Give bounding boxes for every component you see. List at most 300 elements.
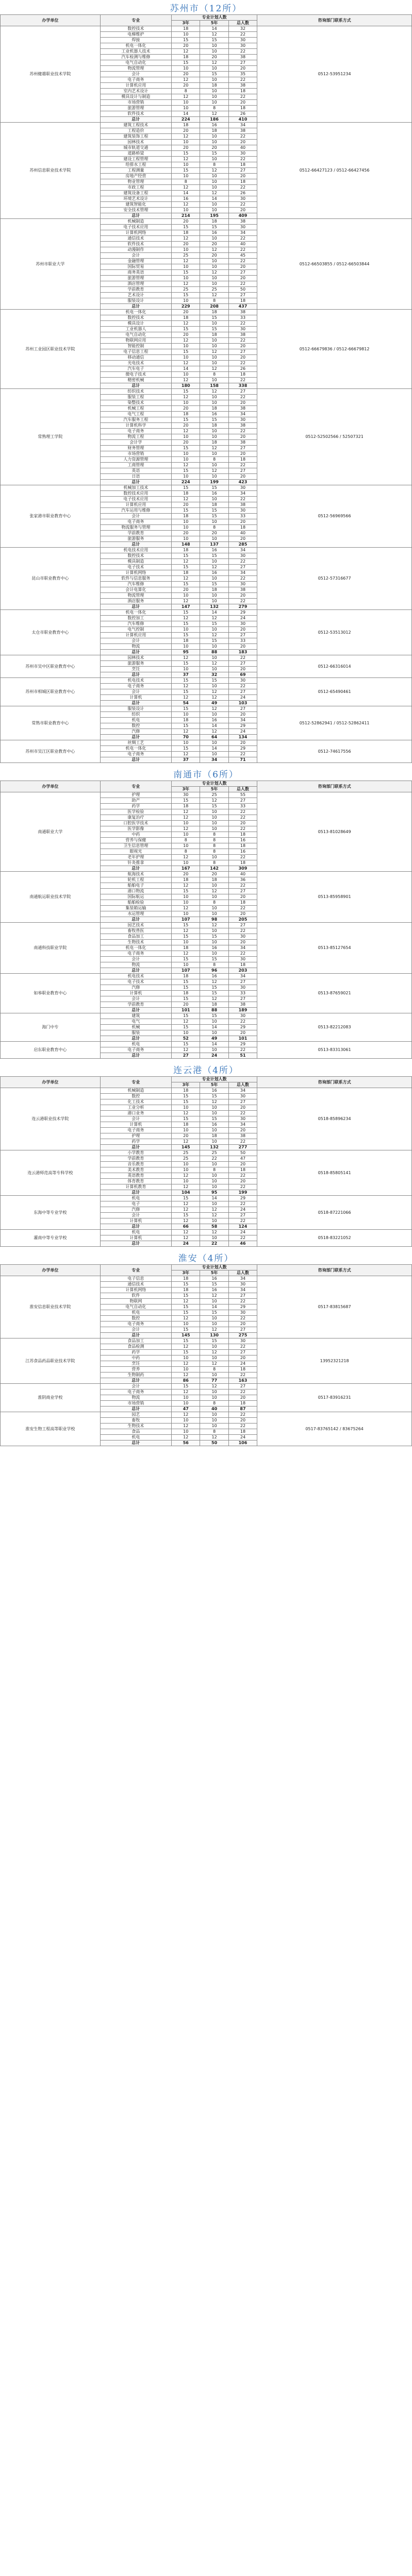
year5-cell: 10 xyxy=(200,1218,228,1224)
total-cell: 22 xyxy=(228,826,257,832)
major-cell: 会计 xyxy=(100,72,171,77)
year5-cell: 8 xyxy=(200,162,228,168)
total-cell: 24 xyxy=(228,1435,257,1440)
major-cell: 总计 xyxy=(100,735,171,740)
year5-cell: 10 xyxy=(200,276,228,281)
year5-cell: 12 xyxy=(200,1435,228,1440)
major-cell: 旅游服务 xyxy=(100,536,171,542)
major-cell: 总计 xyxy=(100,1036,171,1042)
total-cell: 22 xyxy=(228,185,257,191)
year3-cell: 229 xyxy=(172,304,200,310)
school-name: 淮安生物工程高等职业学校 xyxy=(1,1412,101,1446)
year3-cell: 20 xyxy=(172,440,200,446)
year3-cell: 15 xyxy=(172,1338,200,1344)
year3-cell: 10 xyxy=(172,344,200,349)
year3-cell: 10 xyxy=(172,208,200,213)
year3-cell: 12 xyxy=(172,361,200,366)
year3-cell: 214 xyxy=(172,213,200,219)
major-cell: 服装工程 xyxy=(100,395,171,400)
total-cell: 203 xyxy=(228,968,257,974)
year3-cell: 224 xyxy=(172,117,200,123)
year5-cell: 15 xyxy=(200,151,228,157)
major-cell: 服装 xyxy=(100,1030,171,1036)
year3-cell: 107 xyxy=(172,917,200,923)
total-cell: 20 xyxy=(228,894,257,900)
total-cell: 20 xyxy=(228,911,257,917)
major-cell: 汽车检测与维修 xyxy=(100,55,171,60)
major-cell: 总计 xyxy=(100,1145,171,1150)
major-cell: 营养 xyxy=(100,1367,171,1372)
year3-cell: 12 xyxy=(172,321,200,327)
total-cell: 18 xyxy=(228,89,257,94)
year5-cell: 10 xyxy=(200,202,228,208)
contact-info: 0517-83765142 / 83675264 xyxy=(257,1412,412,1446)
year5-cell: 15 xyxy=(200,417,228,423)
year5-cell: 10 xyxy=(200,321,228,327)
total-cell: 18 xyxy=(228,1429,257,1435)
year3-cell: 15 xyxy=(172,678,200,684)
total-cell: 38 xyxy=(228,310,257,315)
year3-cell: 18 xyxy=(172,945,200,951)
year3-cell: 12 xyxy=(172,1047,200,1053)
year5-cell: 10 xyxy=(200,236,228,242)
year3-cell: 8 xyxy=(172,89,200,94)
year5-cell: 15 xyxy=(200,991,228,996)
major-cell: 软件技术 xyxy=(100,111,171,117)
major-cell: 机电 xyxy=(100,1196,171,1201)
year3-cell: 16 xyxy=(172,196,200,202)
year5-cell: 12 xyxy=(200,889,228,894)
year3-cell: 15 xyxy=(172,1213,200,1218)
table-row xyxy=(1,792,412,798)
year5-cell: 15 xyxy=(200,1116,228,1122)
major-cell: 总计 xyxy=(100,1378,171,1384)
major-cell: 微电子技术 xyxy=(100,372,171,378)
major-cell: 计算机应用 xyxy=(100,633,171,638)
table-row xyxy=(1,1042,412,1047)
major-cell: 园艺技术 xyxy=(100,923,171,928)
major-cell: 总计 xyxy=(100,1440,171,1446)
total-cell: 22 xyxy=(228,855,257,860)
year3-cell: 12 xyxy=(172,906,200,911)
major-cell: 小学教育 xyxy=(100,1150,171,1156)
year3-cell: 18 xyxy=(172,514,200,519)
total-cell: 18 xyxy=(228,832,257,838)
year3-cell: 10 xyxy=(172,162,200,168)
year3-cell: 8 xyxy=(172,838,200,843)
year5-cell: 12 xyxy=(200,1384,228,1389)
header-row xyxy=(1,1265,412,1270)
major-cell: 汽修 xyxy=(100,985,171,991)
year5-cell: 12 xyxy=(200,616,228,621)
total-cell: 27 xyxy=(228,1213,257,1218)
year5-cell: 10 xyxy=(200,361,228,366)
major-cell: 工业分析 xyxy=(100,1105,171,1111)
table-row xyxy=(1,610,412,616)
year5-cell: 10 xyxy=(200,1299,228,1304)
year3-cell: 148 xyxy=(172,542,200,548)
total-cell: 24 xyxy=(228,1230,257,1235)
year5-cell: 18 xyxy=(200,1002,228,1008)
major-cell: 体育教育 xyxy=(100,1179,171,1184)
major-cell: 机电技术 xyxy=(100,678,171,684)
year5-cell: 12 xyxy=(200,247,228,253)
total-cell: 410 xyxy=(228,117,257,123)
year3-cell: 15 xyxy=(172,417,200,423)
table-row xyxy=(1,548,412,553)
total-cell: 34 xyxy=(228,412,257,417)
year5-cell: 32 xyxy=(200,672,228,678)
total-cell: 20 xyxy=(228,536,257,542)
school-name: 苏州市相城区职业教育中心 xyxy=(1,678,101,706)
year5-cell: 186 xyxy=(200,117,228,123)
total-cell: 30 xyxy=(228,1310,257,1316)
major-cell: 金融管理 xyxy=(100,259,171,264)
year5-cell: 10 xyxy=(200,826,228,832)
year3-cell: 10 xyxy=(172,106,200,111)
year3-cell: 20 xyxy=(172,219,200,225)
year3-cell: 95 xyxy=(172,650,200,655)
major-cell: 模具制造 xyxy=(100,559,171,565)
major-cell: 国际贸易 xyxy=(100,264,171,270)
major-cell: 软件技术 xyxy=(100,242,171,247)
year5-cell: 14 xyxy=(200,1304,228,1310)
year3-cell: 10 xyxy=(172,1321,200,1327)
school-name: 苏州市吴江区职业教育中心 xyxy=(1,740,101,763)
year3-cell: 10 xyxy=(172,174,200,179)
year3-cell: 18 xyxy=(172,570,200,576)
year5-cell: 15 xyxy=(200,315,228,321)
major-cell: 药学 xyxy=(100,1139,171,1145)
region-spacer xyxy=(0,1446,412,1449)
major-cell: 房地产经营 xyxy=(100,174,171,179)
school-name: 启东职业教育中心 xyxy=(1,1042,101,1059)
year3-cell: 12 xyxy=(172,1423,200,1429)
major-cell: 总计 xyxy=(100,701,171,706)
total-cell: 30 xyxy=(228,934,257,940)
total-cell: 30 xyxy=(228,508,257,514)
school-name: 常熟理工学院 xyxy=(1,389,101,485)
header-row xyxy=(1,1077,412,1082)
year5-cell: 10 xyxy=(200,264,228,270)
year3-cell: 10 xyxy=(172,355,200,361)
major-cell: 物流管理 xyxy=(100,593,171,599)
year3-cell: 12 xyxy=(172,429,200,434)
year3-cell: 15 xyxy=(172,661,200,667)
year3-cell: 12 xyxy=(172,883,200,889)
year3-cell: 10 xyxy=(172,627,200,633)
year5-cell: 8 xyxy=(200,1401,228,1406)
major-cell: 工业机器人 xyxy=(100,327,171,332)
year5-cell: 15 xyxy=(200,1094,228,1099)
major-cell: 工程测量 xyxy=(100,168,171,174)
year3-cell: 15 xyxy=(172,1013,200,1019)
table-row xyxy=(1,26,412,32)
year5-cell: 10 xyxy=(200,174,228,179)
year3-cell: 10 xyxy=(172,740,200,746)
contact-info: 0518-85896234 xyxy=(257,1088,412,1150)
year3-cell: 15 xyxy=(172,349,200,355)
year5-cell: 20 xyxy=(200,531,228,536)
header-plan: 专业计划人数 xyxy=(172,1265,257,1270)
year3-cell: 12 xyxy=(172,497,200,502)
total-cell: 22 xyxy=(228,281,257,287)
year3-cell: 10 xyxy=(172,1105,200,1111)
year3-cell: 12 xyxy=(172,559,200,565)
total-cell: 34 xyxy=(228,945,257,951)
major-cell: 计算机教育 xyxy=(100,1184,171,1190)
year5-cell: 12 xyxy=(200,1293,228,1299)
year5-cell: 15 xyxy=(200,508,228,514)
major-cell: 给排水工程 xyxy=(100,162,171,168)
header-major: 专业 xyxy=(100,15,171,26)
year5-cell: 12 xyxy=(200,565,228,570)
major-cell: 工程造价 xyxy=(100,128,171,134)
year5-cell: 15 xyxy=(200,72,228,77)
year3-cell: 20 xyxy=(172,423,200,429)
total-cell: 18 xyxy=(228,106,257,111)
total-cell: 20 xyxy=(228,627,257,633)
major-cell: 总计 xyxy=(100,383,171,389)
total-cell: 20 xyxy=(228,451,257,457)
table-row xyxy=(1,1150,412,1156)
year5-cell: 14 xyxy=(200,1042,228,1047)
header-total: 总人数 xyxy=(228,1082,257,1088)
total-cell: 32 xyxy=(228,26,257,32)
year5-cell: 98 xyxy=(200,917,228,923)
year5-cell: 12 xyxy=(200,1327,228,1333)
year5-cell: 14 xyxy=(200,1025,228,1030)
major-cell: 电梯维护 xyxy=(100,32,171,38)
major-cell: 总计 xyxy=(100,1241,171,1247)
major-cell: 会计学 xyxy=(100,440,171,446)
year5-cell: 18 xyxy=(200,1133,228,1139)
major-cell: 计算机应用 xyxy=(100,502,171,508)
year5-cell: 10 xyxy=(200,1316,228,1321)
table-row xyxy=(1,1230,412,1235)
header-3yr: 3年 xyxy=(172,1270,200,1276)
major-cell: 护理 xyxy=(100,1133,171,1139)
major-cell: 机电 xyxy=(100,1435,171,1440)
year5-cell: 8 xyxy=(200,372,228,378)
total-cell: 22 xyxy=(228,906,257,911)
major-cell: 口腔医学技术 xyxy=(100,821,171,826)
year3-cell: 10 xyxy=(172,457,200,463)
total-cell: 27 xyxy=(228,923,257,928)
major-cell: 音乐教育 xyxy=(100,1162,171,1167)
year5-cell: 10 xyxy=(200,1418,228,1423)
year5-cell: 10 xyxy=(200,911,228,917)
year5-cell: 12 xyxy=(200,60,228,66)
total-cell: 18 xyxy=(228,298,257,304)
major-cell: 园艺 xyxy=(100,1412,171,1418)
total-cell: 30 xyxy=(228,678,257,684)
year3-cell: 18 xyxy=(172,1276,200,1282)
year5-cell: 18 xyxy=(200,423,228,429)
total-cell: 27 xyxy=(228,996,257,1002)
year3-cell: 15 xyxy=(172,565,200,570)
total-cell: 30 xyxy=(228,1094,257,1099)
major-cell: 药学 xyxy=(100,1350,171,1355)
major-cell: 电子商务 xyxy=(100,752,171,757)
year5-cell: 10 xyxy=(200,1047,228,1053)
total-cell: 16 xyxy=(228,849,257,855)
major-cell: 生物技术 xyxy=(100,1423,171,1429)
total-cell: 22 xyxy=(228,378,257,383)
year5-cell: 12 xyxy=(200,293,228,298)
major-cell: 通信技术 xyxy=(100,1282,171,1287)
year3-cell: 10 xyxy=(172,644,200,650)
year3-cell: 15 xyxy=(172,1327,200,1333)
table-row xyxy=(1,389,412,395)
contact-info: 0512-53513012 xyxy=(257,610,412,655)
year5-cell: 22 xyxy=(200,1156,228,1162)
major-cell: 电子商务 xyxy=(100,429,171,434)
header-plan: 专业计划人数 xyxy=(172,15,257,21)
major-cell: 食品加工 xyxy=(100,1338,171,1344)
year3-cell: 20 xyxy=(172,83,200,89)
total-cell: 38 xyxy=(228,587,257,593)
year5-cell: 15 xyxy=(200,957,228,962)
year5-cell: 10 xyxy=(200,185,228,191)
year5-cell: 10 xyxy=(200,66,228,72)
major-cell: 机械 xyxy=(100,1025,171,1030)
major-cell: 总计 xyxy=(100,650,171,655)
header-major: 专业 xyxy=(100,1077,171,1088)
major-cell: 烹饪 xyxy=(100,667,171,672)
year5-cell: 77 xyxy=(200,1378,228,1384)
total-cell: 30 xyxy=(228,327,257,332)
total-cell: 205 xyxy=(228,917,257,923)
total-cell: 22 xyxy=(228,684,257,689)
year3-cell: 10 xyxy=(172,536,200,542)
total-cell: 409 xyxy=(228,213,257,219)
total-cell: 40 xyxy=(228,242,257,247)
total-cell: 47 xyxy=(228,1156,257,1162)
major-cell: 环境艺术设计 xyxy=(100,196,171,202)
year3-cell: 12 xyxy=(172,236,200,242)
total-cell: 18 xyxy=(228,1401,257,1406)
year3-cell: 15 xyxy=(172,934,200,940)
year5-cell: 10 xyxy=(200,894,228,900)
year3-cell: 12 xyxy=(172,729,200,735)
total-cell: 20 xyxy=(228,1355,257,1361)
major-cell: 市场营销 xyxy=(100,451,171,457)
major-cell: 数控技术应用 xyxy=(100,491,171,497)
year5-cell: 10 xyxy=(200,451,228,457)
year3-cell: 15 xyxy=(172,633,200,638)
year5-cell: 8 xyxy=(200,843,228,849)
total-cell: 27 xyxy=(228,349,257,355)
year3-cell: 12 xyxy=(172,695,200,701)
year5-cell: 10 xyxy=(200,179,228,185)
year3-cell: 10 xyxy=(172,140,200,145)
year5-cell: 10 xyxy=(200,1389,228,1395)
major-cell: 园林技术 xyxy=(100,655,171,661)
year3-cell: 20 xyxy=(172,1133,200,1139)
year3-cell: 20 xyxy=(172,242,200,247)
year5-cell: 12 xyxy=(200,270,228,276)
table-row xyxy=(1,310,412,315)
total-cell: 285 xyxy=(228,542,257,548)
total-cell: 27 xyxy=(228,1384,257,1389)
year3-cell: 15 xyxy=(172,60,200,66)
year3-cell: 47 xyxy=(172,1406,200,1412)
major-cell: 电子商务 xyxy=(100,77,171,83)
year3-cell: 15 xyxy=(172,168,200,174)
region-title: 南通市（6所） xyxy=(173,769,239,780)
year5-cell: 12 xyxy=(200,1361,228,1367)
school-name: 南通航运职业技术学院 xyxy=(1,872,101,923)
major-cell: 旅游管理 xyxy=(100,276,171,281)
year3-cell: 12 xyxy=(172,951,200,957)
year3-cell: 10 xyxy=(172,1355,200,1361)
major-cell: 轮机工程 xyxy=(100,877,171,883)
header-row xyxy=(1,15,412,21)
table-row xyxy=(1,1338,412,1344)
major-cell: 医学影像 xyxy=(100,826,171,832)
year3-cell: 18 xyxy=(172,26,200,32)
contact-info: 13952321218 xyxy=(257,1338,412,1384)
year5-cell: 34 xyxy=(200,757,228,763)
major-cell: 电气工程 xyxy=(100,412,171,417)
header-school: 办学单位 xyxy=(1,1077,101,1088)
total-cell: 22 xyxy=(228,202,257,208)
year5-cell: 10 xyxy=(200,157,228,162)
year5-cell: 14 xyxy=(200,196,228,202)
year5-cell: 15 xyxy=(200,327,228,332)
total-cell: 30 xyxy=(228,417,257,423)
major-cell: 会计电算化 xyxy=(100,587,171,593)
year5-cell: 10 xyxy=(200,378,228,383)
year3-cell: 15 xyxy=(172,1196,200,1201)
total-cell: 27 xyxy=(228,1350,257,1355)
year3-cell: 15 xyxy=(172,746,200,752)
year5-cell: 14 xyxy=(200,746,228,752)
year5-cell: 195 xyxy=(200,213,228,219)
year3-cell: 10 xyxy=(172,1418,200,1423)
year5-cell: 8 xyxy=(200,457,228,463)
total-cell: 27 xyxy=(228,661,257,667)
total-cell: 27 xyxy=(228,60,257,66)
contact-info: 0513-87659021 xyxy=(257,974,412,1013)
total-cell: 24 xyxy=(228,1207,257,1213)
contact-info: 0518-87221066 xyxy=(257,1196,412,1230)
major-cell: 物业管理 xyxy=(100,179,171,185)
major-cell: 总计 xyxy=(100,917,171,923)
year3-cell: 18 xyxy=(172,974,200,979)
total-cell: 29 xyxy=(228,610,257,616)
year5-cell: 10 xyxy=(200,281,228,287)
total-cell: 38 xyxy=(228,128,257,134)
year3-cell: 224 xyxy=(172,480,200,485)
major-cell: 机电 xyxy=(100,1310,171,1316)
total-cell: 22 xyxy=(228,1201,257,1207)
year3-cell: 12 xyxy=(172,395,200,400)
year5-cell: 15 xyxy=(200,621,228,627)
year3-cell: 12 xyxy=(172,49,200,55)
contact-info: 0512-52502566 / 52507321 xyxy=(257,389,412,485)
year5-cell: 10 xyxy=(200,400,228,406)
year3-cell: 15 xyxy=(172,979,200,985)
year3-cell: 12 xyxy=(172,1389,200,1395)
year3-cell: 24 xyxy=(172,1241,200,1247)
year3-cell: 10 xyxy=(172,1030,200,1036)
year3-cell: 10 xyxy=(172,451,200,457)
total-cell: 30 xyxy=(228,621,257,627)
header-major: 专业 xyxy=(100,1265,171,1276)
year5-cell: 40 xyxy=(200,1406,228,1412)
